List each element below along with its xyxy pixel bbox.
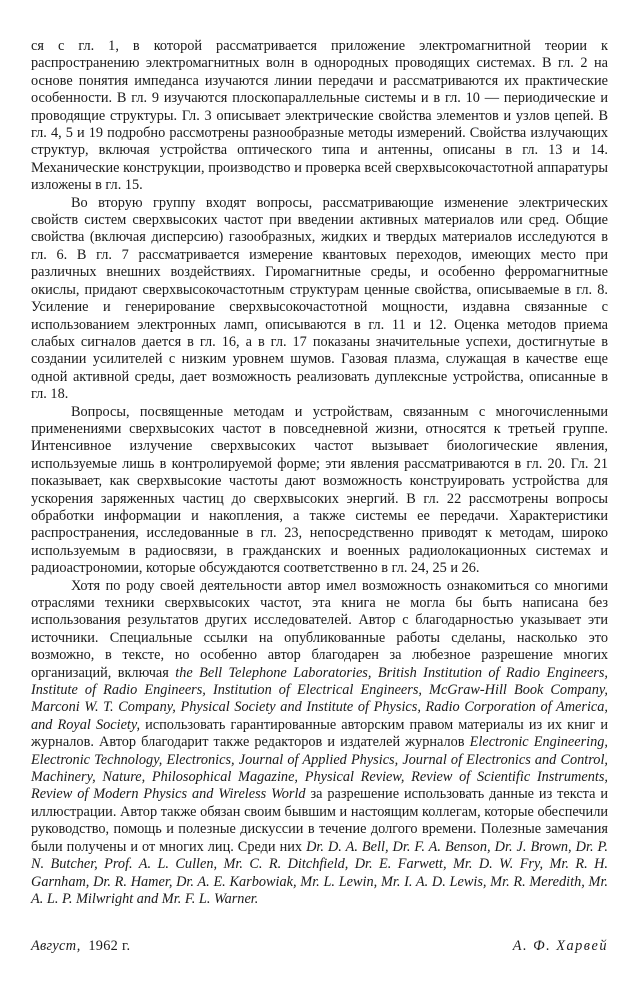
paragraph-2: Во вторую группу входят вопросы, рассматривающие изменение электрических свойств систем сверхвысоких частот при введении активных материалов или сред. Общие свойства (включая дисперсию) газообразных, жидких и твердых материалов исследуются в гл. 6. В гл. 7 рассматривается измерение квантовых переходов, имеющих место при различных внешних воздействиях. Гиромагнитные среды, и особенно ферромагнитные окислы, придают сверхвысокочастотным структурам ценные свойства, описываемые в гл. 8. Усиление и генерирование сверхвысокочастотной мощности, издавна связанные с использованием электронных ламп, описываются в гл. 11 и 12. Оценка методов приема слабых сигналов дается в гл. 16, а в гл. 17 показаны значительные успехи, достигнутые в создании усилителей с низким уровнем шумов. Газовая плазма, служащая в качестве еще одной активной среды, дает возможность реализовать дуплексные устройства, описанные в гл. 18. bbox=[31, 194, 608, 403]
ack-journals: Electronic Engineering, Electronic Technology, Electronics, Journal of Applied Physics, Journal of Electronics and Control, Machinery, Nature, Philosophical Magazine, Physical Review, Review of Scientific Instruments, Review of Modern Physics and Wireless World bbox=[31, 734, 608, 803]
signature-month: Август, bbox=[31, 938, 81, 954]
paragraph-1: ся с гл. 1, в которой рассматривается приложение электромагнитной теории к распространению электромагнитных волн в однородных проводящих системах. В гл. 2 на основе понятия импеданса изучаются линии передачи и рассматриваются их практические особенности. В гл. 9 изучаются плоскопараллельные системы и в гл. 10 — периодические и проводящие структуры. Гл. 3 описывает электрические свойства элементов и узлов цепей. В гл. 4, 5 и 19 подробно рассмотрены разнообразные методы измерений. Свойства излучающих структур, включая устройства оптического типа и антенны, описаны в гл. 13 и 14. Механические конструкции, производство и проверка всей сверхвысокочастотной аппаратуры изложены в гл. 15. bbox=[31, 38, 608, 194]
ack-text-3: за разрешение использовать данные из текста и иллюстрации. Автор также обязан своим бывшим и настоящим коллегам, которые обеспечили руководство, помощь и полезные дискуссии в течение долгого времени. Полезные замечания были получены и от многих лиц. Среди них bbox=[31, 786, 608, 855]
document-body bbox=[31, 38, 608, 908]
ack-text-2: использовать гарантированные авторским правом материалы из их книг и журналов. Автор благодарит также редакторов и издателей журналов bbox=[31, 716, 608, 751]
signature-author: А. Ф. Харвей bbox=[512, 938, 608, 954]
ack-text-1: Хотя по роду своей деятельности автор имел возможность ознакомиться со многими отраслями техники сверхвысоких частот, эта книга не могла бы быть написана без использования результатов других исследователей. Автор с благодарностью указывает эти источники. Специальные ссылки на опубликованные работы сделаны, насколько это возможно, в тексте, но особенно автор благодарен за любезное разрешение многих организаций, включая bbox=[31, 577, 608, 681]
signature-line bbox=[31, 938, 608, 955]
signature-date bbox=[31, 938, 130, 955]
ack-persons: Dr. D. A. Bell, Dr. F. A. Benson, Dr. J. Brown, Dr. P. N. Butcher, Prof. A. L. Cullen, Mr. C. R. Ditchfield, Dr. E. Farwett, Mr. D. W. Fry, Mr. R. H. Garnham, Dr. R. Hamer, Dr. A. E. Karbowiak, Mr. L. Lewin, Mr. I. A. D. Lewis, Mr. R. Meredith, Mr. A. L. P. Milwright and Mr. F. L. Warner. bbox=[31, 838, 609, 907]
signature-year: 1962 г. bbox=[88, 938, 131, 954]
paragraph-3: Вопросы, посвященные методам и устройствам, связанным с многочисленными применениями сверхвысоких частот в повседневной жизни, относятся к третьей группе. Интенсивное излучение сверхвысоких частот вызывает биологические явления, используемые лишь в контролируемой форме; эти явления рассматриваются в гл. 20. Гл. 21 показывает, как сверхвысокие частоты дают возможность конструировать устройства для ускорения заряженных частиц до сверхвысоких энергий. В гл. 22 рассмотрены вопросы обработки информации и накопления, а также системы ее передачи. Характеристики распространения, исследованные в гл. 23, непосредственно приводят к методам, широко используемым в радиосвязи, в гражданских и военных радиолокационных системах и радиоастрономии, которые обсуждаются соответственно в гл. 24, 25 и 26. bbox=[31, 403, 608, 577]
ack-organizations: the Bell Telephone Laboratories, British Institution of Radio Engineers, Institute of Radio Engineers, Institution of Electrical Engineers, McGraw-Hill Book Company, Marconi W. T. Company, Physical Society and Institute of Physics, Radio Corporation of America, and Royal Society, bbox=[31, 664, 609, 733]
paragraph-4-acknowledgements bbox=[31, 578, 608, 909]
